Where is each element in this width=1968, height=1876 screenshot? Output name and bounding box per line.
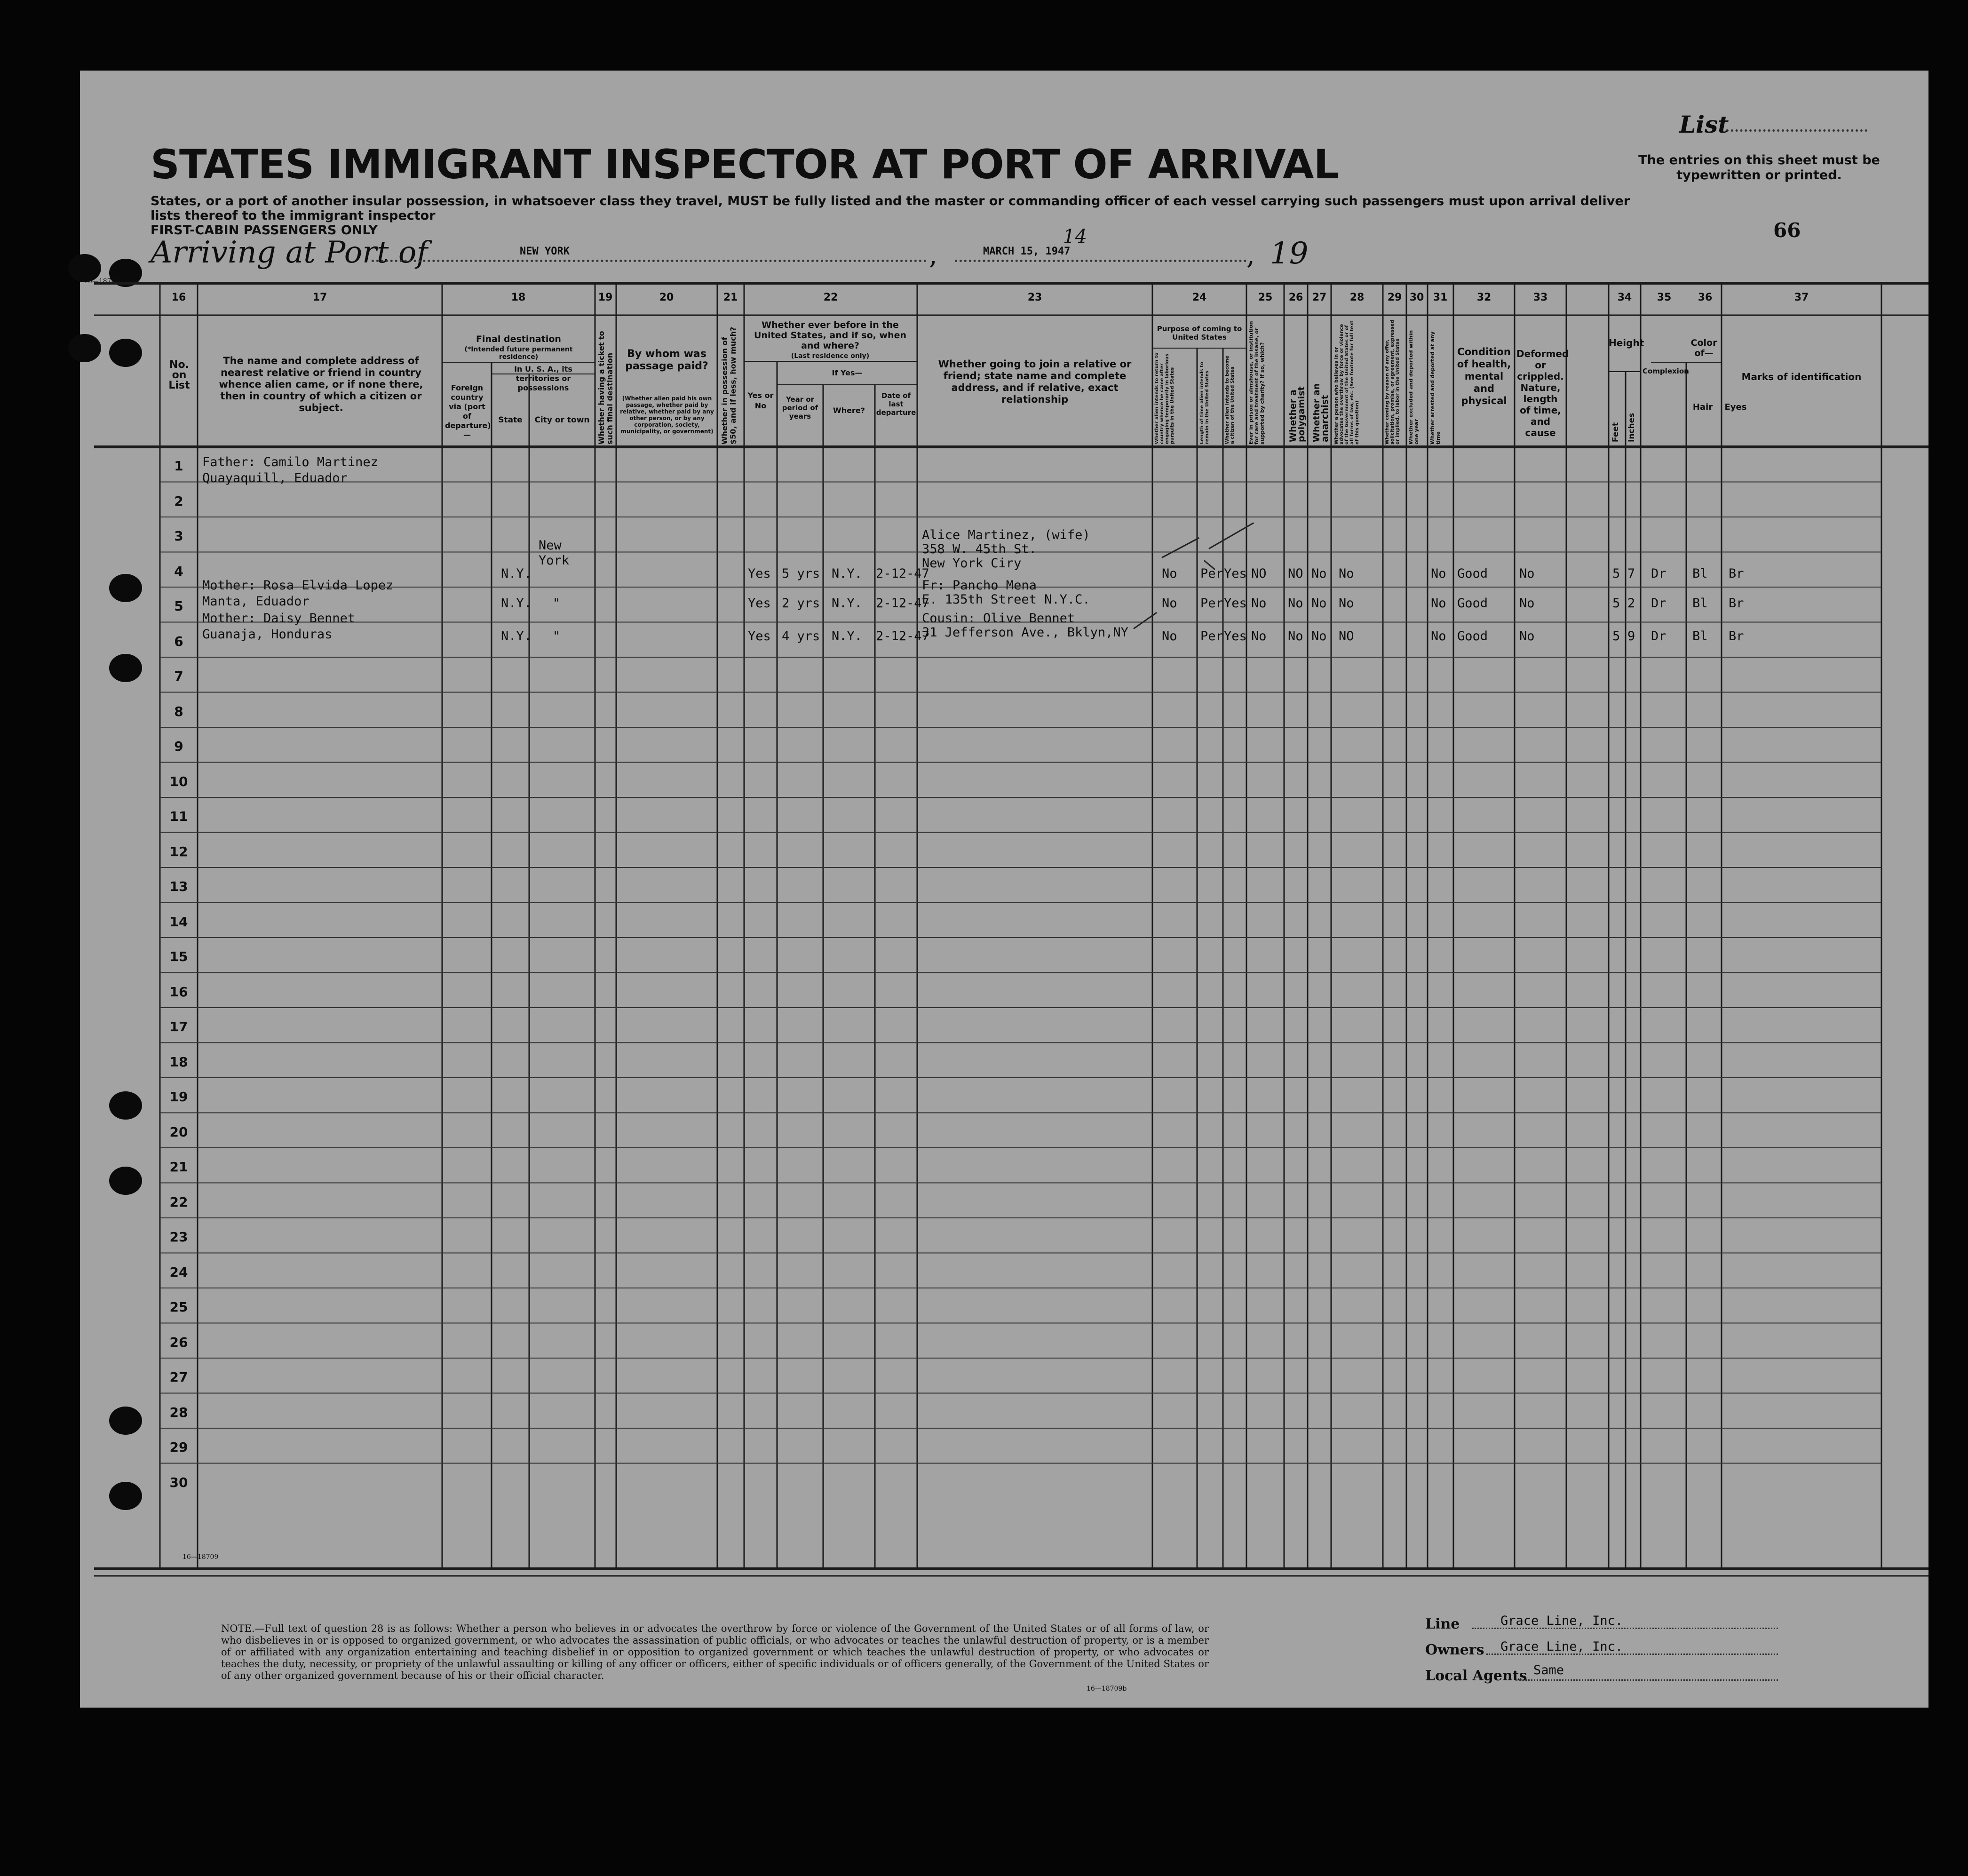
hdr-year-period: Year or period of years (782, 395, 818, 421)
cell: No (1519, 566, 1535, 581)
cell: 2 (1627, 596, 1635, 611)
class-line: FIRST-CABIN PASSENGERS ONLY (151, 223, 378, 238)
hdr-inches: Inches (1627, 413, 1636, 442)
column-number: 30 (1409, 292, 1424, 303)
cell: 2 yrs (782, 596, 820, 611)
form-code: 16—18709 (84, 278, 120, 285)
cell: 2-12-47 (876, 566, 929, 581)
cell: 31 Jefferson Ave., Bklyn,NY (922, 625, 1128, 640)
row-number: 28 (169, 1404, 188, 1420)
cell: Per (1200, 629, 1223, 644)
cell: Good (1457, 629, 1488, 644)
column-number: 21 (723, 292, 738, 303)
row-number: 10 (169, 773, 188, 789)
hdr-purpose-sub: Whether alien intends to return to country whence he came after engaging temporarily in laborious pursuits in the United States (1154, 352, 1175, 444)
cell: N.Y. (501, 629, 532, 644)
hdr-where: Where? (833, 406, 865, 415)
cell: E. 135th Street N.Y.C. (922, 592, 1090, 607)
cell: 2-12-47 (876, 596, 929, 611)
hdr-no-on-list: No. on List (168, 359, 190, 391)
hdr-passage-note: (Whether alien paid his own passage, whether paid by relative, whether paid by any other person, or by any corporation, society, municipality, or government) (620, 395, 714, 435)
column-number: 17 (312, 292, 327, 303)
footnote-q28: NOTE.—Full text of question 28 is as follows: Whether a person who believes in or advocates the overthrow by force or violence of the Government of the United States or of all forms of law, or who disbelieves in or is opposed to organized government, or who advocates the assassination of public officials, or who advocates or teaches the unlawful destruction of property, or is a member of or affiliated with any organization entertaining and teaching disbelief in or opposition to organized government or which teaches the unlawful destruction of property, or who advocates or teaches the duty, necessity, or propriety of the unlawful assaulting or killing of any officer or officers, either of specific individuals or of officers generally, of the Government of the United States or of any other organized government because of his or their official character. (221, 1623, 1209, 1681)
cell: Dr (1651, 629, 1666, 644)
hdr-color-of: Color of— (1690, 338, 1717, 358)
hdr-health: Condition of health, mental and physical (1457, 346, 1511, 406)
cell: York (539, 553, 570, 568)
cell: 4 yrs (782, 629, 820, 644)
cell: 5 (1612, 596, 1620, 611)
cell: Bl (1692, 596, 1708, 611)
row-number: 19 (169, 1089, 188, 1105)
column-number: 36 (1698, 292, 1713, 303)
agents-label: Local Agents (1425, 1668, 1527, 1684)
row-number: 5 (174, 598, 183, 614)
cell: Bl (1692, 629, 1708, 644)
row-number: 23 (169, 1229, 188, 1245)
cell: Alice Martinez, (wife) (922, 528, 1090, 542)
column-number: 37 (1794, 292, 1809, 303)
cell: Br (1729, 596, 1744, 611)
column-number: 22 (823, 292, 838, 303)
date-correction: 14 (1063, 226, 1087, 247)
cell: No (1431, 596, 1446, 611)
column-number: 31 (1433, 292, 1448, 303)
row-number: 21 (169, 1159, 188, 1175)
cell: Quayaquill, Eduador (202, 471, 348, 485)
list-label: List (1679, 111, 1729, 138)
column-number: 19 (598, 292, 613, 303)
cell: N.Y. (501, 566, 532, 581)
cell: Dr (1651, 566, 1666, 581)
cell: N.Y. (501, 596, 532, 611)
hdr-before-note: (Last residence only) (791, 352, 870, 360)
cell: No (1431, 629, 1446, 644)
cell: NO (1288, 566, 1303, 581)
hdr-state: State (498, 415, 523, 425)
row-number: 26 (169, 1334, 188, 1350)
column-number: 34 (1617, 292, 1632, 303)
sheet-number: 66 (1773, 219, 1801, 242)
hdr-if-yes: If Yes— (832, 368, 863, 377)
hdr-ticket: Whether having a ticket to such final destination (597, 331, 614, 445)
hdr-marks: Marks of identification (1741, 371, 1862, 382)
cell: Good (1457, 566, 1488, 581)
cell: No (1519, 629, 1535, 644)
agents-underline (1519, 1679, 1778, 1681)
comma-2: , (1246, 240, 1255, 270)
row-number: 14 (169, 914, 188, 930)
cell: No (1519, 596, 1535, 611)
hdr-in-usa: In U. S. A., its territories or possessions (514, 365, 572, 392)
hdr-anarchist: Whether an anarchist (1311, 383, 1330, 442)
row-number: 30 (169, 1474, 188, 1490)
column-number: 16 (171, 292, 186, 303)
hdr-hair: Hair (1692, 402, 1713, 412)
cell: 7 (1627, 566, 1635, 581)
cell: Yes (748, 596, 771, 611)
row-number: 15 (169, 949, 188, 964)
cell: Father: Camilo Martinez (202, 455, 378, 469)
column-number: 29 (1387, 292, 1402, 303)
owners-value: Grace Line, Inc. (1500, 1639, 1623, 1654)
cell: Good (1457, 596, 1488, 611)
cell: No (1162, 629, 1177, 644)
row-number: 8 (174, 703, 183, 719)
hdr-final-destination: Final destination (476, 334, 561, 344)
hdr-purpose-sub: Length of time alien intends to remain in the United States (1199, 362, 1210, 444)
cell: No (1251, 596, 1267, 611)
cell: Per (1200, 566, 1223, 581)
cell: NO (1251, 566, 1267, 581)
hdr-feet: Feet (1611, 422, 1620, 442)
cell: N.Y. (832, 566, 863, 581)
row-number: 1 (174, 458, 183, 474)
cell: Dr (1651, 596, 1666, 611)
date-value: MARCH 15, 1947 (983, 246, 1071, 257)
hdr-city: City or town (534, 415, 590, 425)
column-number: 24 (1192, 292, 1207, 303)
row-number: 25 (169, 1299, 188, 1315)
cell: Manta, Eduador (202, 594, 309, 609)
cell: New (539, 538, 562, 553)
cell: 2-12-47 (876, 629, 929, 644)
cell: No (1431, 566, 1446, 581)
manifest-sheet (80, 71, 1928, 1708)
row-number: 13 (169, 879, 188, 894)
cell: Fr: Pancho Mena (922, 578, 1037, 593)
cell: No (1311, 596, 1327, 611)
column-number: 20 (659, 292, 674, 303)
comma-1: , (929, 240, 937, 270)
cell: Yes (1224, 596, 1247, 611)
cell: No (1339, 566, 1354, 581)
cell: No (1251, 629, 1267, 644)
row-number: 4 (174, 563, 183, 579)
hdr-foreign-country: Foreign country via (port of departure)— (445, 383, 491, 439)
column-number: 25 (1258, 292, 1273, 303)
cell: NO (1339, 629, 1354, 644)
hdr-polygamist: Whether a polygamist (1288, 386, 1307, 442)
row-number: 18 (169, 1054, 188, 1070)
row-number: 7 (174, 668, 183, 684)
column-number: 27 (1312, 292, 1327, 303)
row-number: 2 (174, 493, 183, 509)
cell: N.Y. (832, 629, 863, 644)
cell: 9 (1627, 629, 1635, 644)
hdr-passage-paid: By whom was passage paid? (625, 348, 708, 372)
hdr-eyes: Eyes (1724, 402, 1747, 412)
cell: No (1339, 596, 1354, 611)
cell: Br (1729, 629, 1744, 644)
row-number: 22 (169, 1194, 188, 1210)
cell: No (1311, 629, 1327, 644)
column-number: 26 (1288, 292, 1303, 303)
hdr-deformed: Deformed or crippled. Nature, length of time, and cause (1516, 348, 1569, 438)
cell: 5 (1612, 566, 1620, 581)
hdr-prison: Ever in prison or almshouse, or institution for care and treatment of the insane, or supported by charity? If so, which? (1248, 321, 1265, 445)
cell: No (1288, 629, 1303, 644)
cell: New York Ciry (922, 556, 1022, 571)
row-number: 20 (169, 1124, 188, 1140)
column-number: 35 (1657, 292, 1672, 303)
row-number: 16 (169, 984, 188, 1000)
hdr-q28: Whether a person who believes in or advocates the overthrow by force or violence of the Government of the United States or of all forms of law, etc. (See footnote for full text of this question) (1334, 320, 1360, 445)
cell: " (553, 629, 561, 644)
cell: Bl (1692, 566, 1708, 581)
row-number: 17 (169, 1019, 188, 1034)
hdr-money: Whether in possession of $50, and if less, how much? (720, 326, 738, 445)
cell: Mother: Daisy Bennet (202, 611, 356, 626)
cell: N.Y. (832, 596, 863, 611)
list-note: The entries on this sheet must be typewritten or printed. (1638, 153, 1880, 183)
agents-value: Same (1533, 1663, 1564, 1677)
hdr-before-in-us: Whether ever before in the United States, and if so, when and where? (754, 320, 906, 351)
row-number: 27 (169, 1369, 188, 1385)
hdr-relative-abroad: The name and complete address of nearest relative or friend in country whence alien came, or if none there, then in country of which a citizen or subject. (219, 355, 423, 413)
cell: 5 (1612, 629, 1620, 644)
cell: 5 yrs (782, 566, 820, 581)
cell: Guanaja, Honduras (202, 627, 333, 642)
column-number: 32 (1476, 292, 1492, 303)
hdr-labor-offer: Whether coming by reason of any offer, solicitation, promise, or agreement, expressed or implied, to labor in the United States (1385, 320, 1400, 445)
cell: " (553, 596, 561, 611)
line-label: Line (1425, 1616, 1460, 1632)
hdr-excluded: Whether excluded and deported within one year (1408, 330, 1420, 445)
row-number: 29 (169, 1439, 188, 1455)
column-number: 18 (511, 292, 526, 303)
hdr-purpose-sub: Whether alien intends to become a citizen of the United States (1225, 356, 1235, 444)
cell: Yes (1224, 566, 1247, 581)
row-number: 11 (169, 809, 188, 824)
column-number: 23 (1027, 292, 1042, 303)
hdr-yes-or-no: Yes or No (747, 391, 774, 410)
line-value: Grace Line, Inc. (1500, 1614, 1623, 1628)
column-number: 33 (1533, 292, 1548, 303)
cell: No (1311, 566, 1327, 581)
owners-label: Owners (1425, 1642, 1484, 1658)
row-number: 6 (174, 633, 183, 649)
port-value: NEW YORK (520, 246, 570, 257)
hdr-deported: Whether arrested and deported at any time (1429, 331, 1441, 445)
row-number: 24 (169, 1264, 188, 1280)
row-number: 3 (174, 528, 183, 544)
cell: Yes (1224, 629, 1247, 644)
hdr-date-last-departure: Date of last departure (876, 391, 916, 417)
cell: No (1288, 596, 1303, 611)
arriving-label: Arriving at Port of (151, 235, 428, 270)
year-prefix: 19 (1270, 236, 1309, 271)
row-number: 12 (169, 843, 188, 859)
column-number: 28 (1349, 292, 1365, 303)
hdr-joining: Whether going to join a relative or friend; state name and complete address, and if relative, exact relationship (938, 358, 1132, 405)
cell: Yes (748, 629, 771, 644)
hdr-final-destination-note: (*Intended future permanent residence) (464, 346, 573, 361)
cell: Per (1200, 596, 1223, 611)
hdr-height: Height (1609, 337, 1644, 349)
row-number: 9 (174, 739, 183, 754)
page-title: STATES IMMIGRANT INSPECTOR AT PORT OF ARRIVAL (151, 141, 1339, 188)
cell: Br (1729, 566, 1744, 581)
cell: Cousin: Olive Bennet (922, 611, 1075, 626)
cell: 358 W. 45th St. (922, 542, 1037, 556)
cell: Mother: Rosa Elvida Lopez (202, 578, 394, 593)
cell: Yes (748, 566, 771, 581)
footnote-code: 16—18709b (1087, 1685, 1127, 1693)
hdr-complexion: Complexion (1643, 367, 1689, 375)
cell: No (1162, 566, 1177, 581)
cell: No (1162, 596, 1177, 611)
hdr-purpose: Purpose of coming to United States (1157, 325, 1242, 342)
bottom-form-code: 16—18709 (183, 1553, 219, 1561)
table-grid (80, 71, 1928, 1708)
subtitle-text: States, or a port of another insular possession, in whatsoever class they travel, MUST be fully listed and the master or commanding officer of each vessel carrying such passengers must upon arrival deliver lists thereof to the immigrant inspector (151, 194, 1630, 223)
